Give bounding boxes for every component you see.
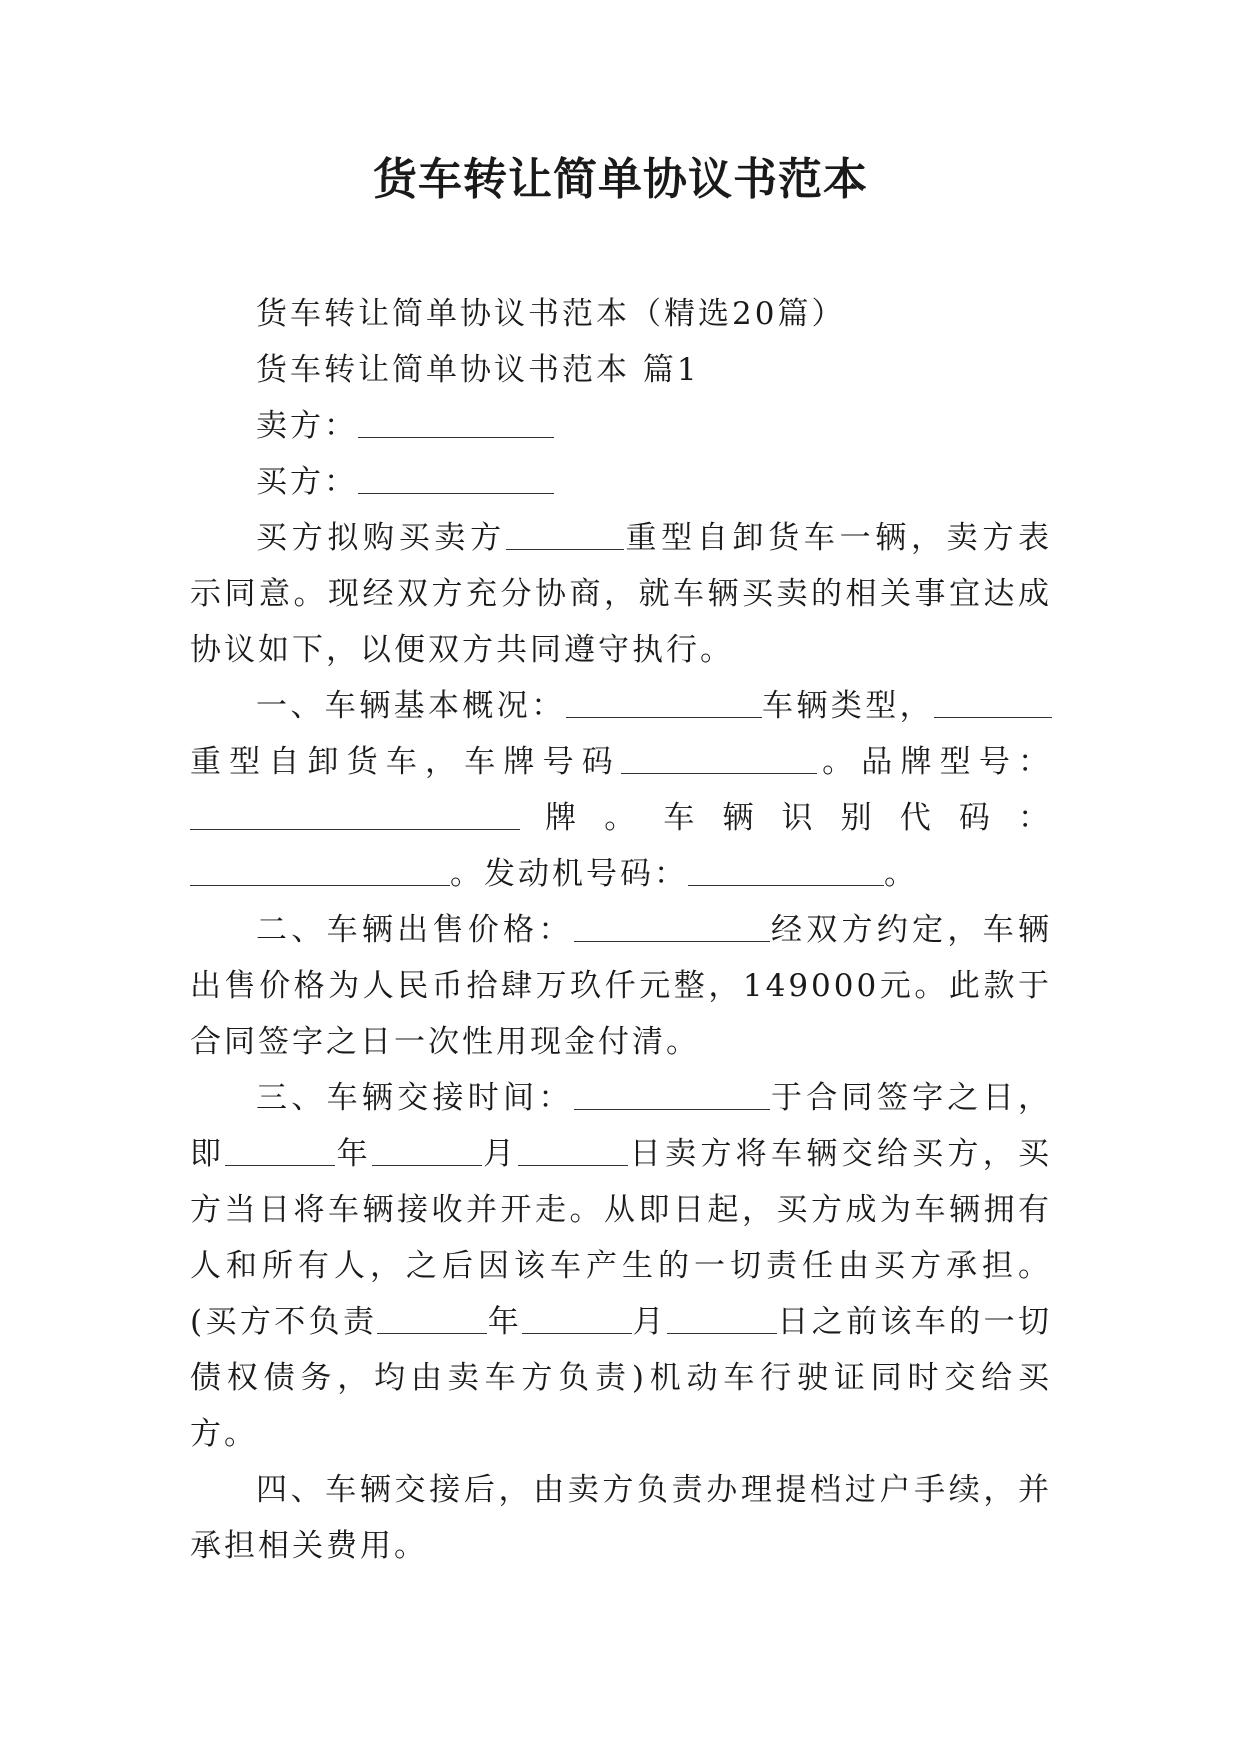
year-label: 年 [335,1136,372,1172]
clause-1-text-4: 。品牌型号： [816,744,1053,780]
clause-2 [190,902,1052,1070]
intro-paragraph [190,510,1052,678]
clause-3-text-4: 日之前该车的一切债权债务，均由卖车方负责)机动车行驶证同时交给买方。 [190,1304,1053,1452]
intro-text-2: 重型自卸货车一辆，卖方表示同意。现经双方充分协商，就车辆买卖的相关事宜达成协议如下，以便双方共同遵守执行。 [190,520,1053,668]
vin-blank [190,851,450,886]
clause-4: 四、车辆交接后，由卖方负责办理提档过户手续，并承担相关费用。 [190,1472,1052,1564]
clause-3-text-3: 日卖方将车辆交给买方，买方当日将车辆接收并开走。从即日起，买方成为车辆拥有人和所有人，之后因该车产生的一切责任由买方承担。(买方不负责 [190,1136,1053,1340]
document-body [190,286,1052,1574]
clause-1-text-7: 。 [884,856,918,892]
buyer-line [190,454,1052,510]
clause-1-text-3: 重型自卸货车，车牌号码 [190,744,621,780]
clause-2-text-2: 经双方约定，车辆出售价格为人民币拾肆万玖仟元整，149000元。此款于合同签字之日一次性用现金付清。 [190,912,1053,1060]
clause-1-text-2: 车辆类型， [761,688,935,724]
brand-model-blank [190,795,520,830]
clause-1-text-5: 牌。车辆识别代码： [520,800,1052,836]
clause-3-text-1: 三、车辆交接时间： [256,1080,574,1116]
vehicle-type-blank [934,683,1052,718]
buyer-label: 买方： [256,464,358,500]
price-blank [574,907,770,942]
clause-1-text-6: 。发动机号码： [450,856,688,892]
month-label: 月 [481,1136,519,1172]
year-blank-2 [377,1299,487,1334]
day-blank-2 [667,1299,777,1334]
month-blank-2 [522,1299,632,1334]
clause-3 [190,1070,1052,1462]
vehicle-overview-blank [566,683,762,718]
month-label-2: 月 [632,1304,667,1340]
month-blank [372,1131,482,1166]
seller-label: 卖方： [256,408,358,444]
document-title: 货车转让简单协议书范本 [373,154,868,205]
intro-text-1: 买方拟购买卖方 [256,520,506,556]
seller-blank [358,403,554,438]
clause-1-text-1: 一、车辆基本概况： [256,688,566,724]
buyer-blank [358,459,554,494]
clause-2-text-1: 二、车辆出售价格： [256,912,574,948]
clause-3-text-2: 于合同签字之日，即 [190,1080,1053,1172]
section-heading: 货车转让简单协议书范本 篇1 [256,352,700,388]
engine-number-blank [688,851,884,886]
year-blank [225,1131,335,1166]
handover-time-blank [574,1075,770,1110]
day-blank [518,1131,628,1166]
clause-1 [190,678,1052,902]
seller-line [190,398,1052,454]
truck-brand-blank [506,515,624,550]
subtitle-line: 货车转让简单协议书范本（精选20篇） [256,296,846,332]
plate-number-blank [621,739,817,774]
year-label-2: 年 [487,1304,523,1340]
